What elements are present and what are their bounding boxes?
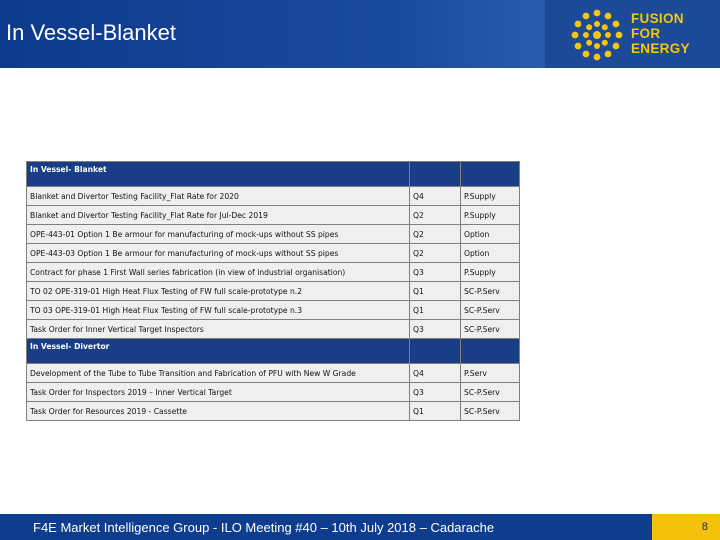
- row-quarter: Q1: [410, 282, 461, 301]
- slide-header: [0, 0, 720, 68]
- table-row: [27, 402, 520, 421]
- row-description: OPE-443-03 Option 1 Be armour for manufacturing of mock-ups without SS pipes: [27, 244, 410, 263]
- row-type: Option: [461, 225, 520, 244]
- row-type: SC-P.Serv: [461, 282, 520, 301]
- slide-title: In Vessel-Blanket: [6, 20, 176, 45]
- page-number: 8: [701, 521, 708, 533]
- table-row: [27, 244, 520, 263]
- row-type: SC-P.Serv: [461, 402, 520, 421]
- row-quarter: Q3: [410, 320, 461, 339]
- table-row: [27, 301, 520, 320]
- footer-text: F4E Market Intelligence Group - ILO Meeting #40 – 10th July 2018 – Cadarache: [33, 520, 495, 535]
- logo-wordmark: FUSION FOR ENERGY: [631, 11, 690, 56]
- page-number-box: [652, 514, 720, 540]
- table-row: [27, 263, 520, 282]
- table-row: [27, 282, 520, 301]
- row-type: SC-P.Serv: [461, 301, 520, 320]
- row-type: SC-P.Serv: [461, 383, 520, 402]
- row-quarter: Q2: [410, 244, 461, 263]
- table-row: [27, 383, 520, 402]
- row-type: P.Supply: [461, 187, 520, 206]
- section-title: In Vessel- Blanket: [27, 162, 410, 187]
- table-row: [27, 364, 520, 383]
- table-row: [27, 225, 520, 244]
- row-quarter: Q1: [410, 301, 461, 320]
- row-type: P.Serv: [461, 364, 520, 383]
- sunburst-logo-icon: [567, 5, 627, 65]
- row-description: Task Order for Inspectors 2019 – Inner Vertical Target: [27, 383, 410, 402]
- row-quarter: Q3: [410, 263, 461, 282]
- row-type: SC-P.Serv: [461, 320, 520, 339]
- procurement-table: [26, 161, 520, 421]
- row-description: Blanket and Divertor Testing Facility_Flat Rate for 2020: [27, 187, 410, 206]
- row-description: Blanket and Divertor Testing Facility_Flat Rate for Jul-Dec 2019: [27, 206, 410, 225]
- row-quarter: Q2: [410, 225, 461, 244]
- row-quarter: Q3: [410, 383, 461, 402]
- fusion-for-energy-logo: [545, 0, 720, 68]
- row-type: P.Supply: [461, 206, 520, 225]
- section-header-blanket: [27, 162, 520, 187]
- table-row: [27, 187, 520, 206]
- row-description: OPE-443-01 Option 1 Be armour for manufacturing of mock-ups without SS pipes: [27, 225, 410, 244]
- row-quarter: Q1: [410, 402, 461, 421]
- row-description: Task Order for Inner Vertical Target Inspectors: [27, 320, 410, 339]
- row-description: Contract for phase 1 First Wall series fabrication (in view of industrial organisation): [27, 263, 410, 282]
- row-description: TO 02 OPE-319-01 High Heat Flux Testing of FW full scale-prototype n.2: [27, 282, 410, 301]
- row-quarter: Q2: [410, 206, 461, 225]
- row-description: TO 03 OPE-319-01 High Heat Flux Testing of FW full scale-prototype n.3: [27, 301, 410, 320]
- row-quarter: Q4: [410, 364, 461, 383]
- row-type: P.Supply: [461, 263, 520, 282]
- slide-footer: [0, 514, 720, 540]
- header-divider: [0, 68, 720, 71]
- table-row: [27, 320, 520, 339]
- row-quarter: Q4: [410, 187, 461, 206]
- section-header-divertor: [27, 339, 520, 364]
- row-type: Option: [461, 244, 520, 263]
- row-description: Task Order for Resources 2019 - Cassette: [27, 402, 410, 421]
- row-description: Development of the Tube to Tube Transition and Fabrication of PFU with New W Grade: [27, 364, 410, 383]
- table-row: [27, 206, 520, 225]
- section-title: In Vessel- Divertor: [27, 339, 410, 364]
